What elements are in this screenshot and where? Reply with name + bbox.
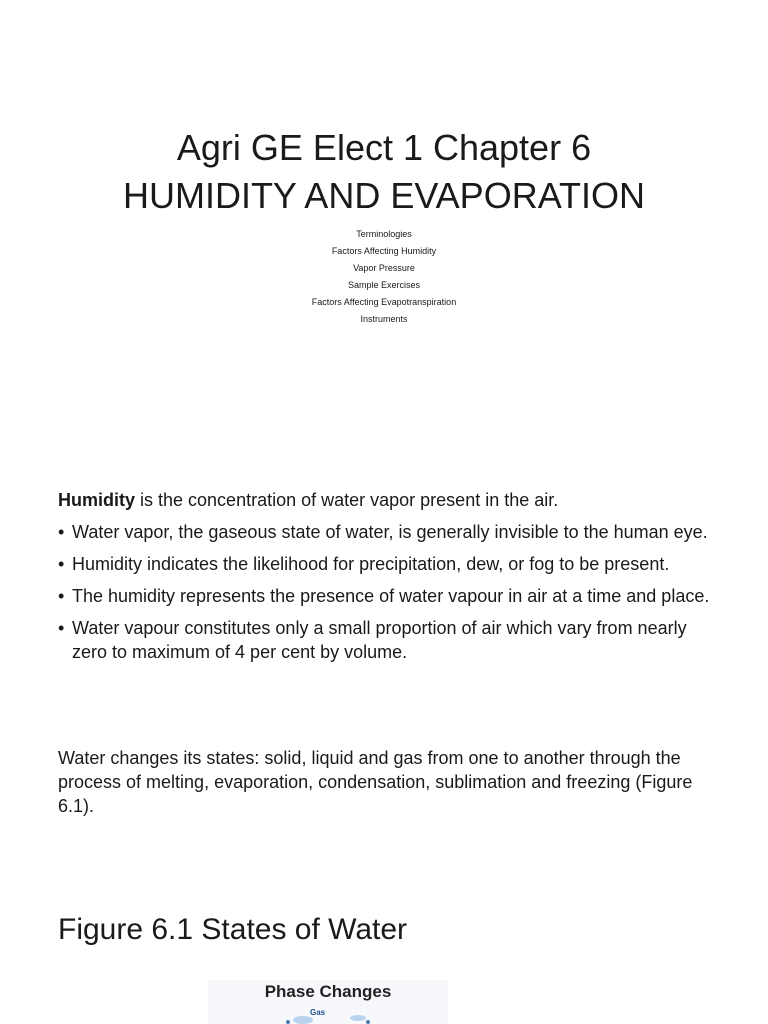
bullet-item	[58, 520, 718, 544]
states-of-water-paragraph: Water changes its states: solid, liquid and gas from one to another through the process of melting, evaporation, condensation, sublimation and freezing (Figure 6.1).	[58, 748, 693, 816]
topic-item: Factors Affecting Evapotranspiration	[311, 297, 457, 307]
topic-item: Instruments	[360, 314, 408, 324]
bullet-dot: •	[58, 586, 65, 606]
phase-gas-label: Gas	[310, 1008, 326, 1017]
slide-title-line-1: Agri GE Elect 1 Chapter 6	[176, 127, 592, 168]
bullet-dot: •	[58, 522, 65, 542]
bullet-text: Humidity indicates the likelihood for precipitation, dew, or fog to be present.	[72, 554, 670, 574]
topic-item: Factors Affecting Humidity	[331, 246, 437, 256]
topics-list	[0, 226, 768, 328]
bullet-dot: •	[58, 554, 65, 574]
topic-item: Vapor Pressure	[353, 263, 415, 273]
definition-term: Humidity	[58, 490, 136, 510]
topic-item: Sample Exercises	[347, 280, 421, 290]
bullet-item	[58, 552, 718, 576]
bullet-item	[58, 584, 718, 608]
slide-title-line-2: HUMIDITY AND EVAPORATION	[122, 175, 646, 216]
topic-item: Terminologies	[356, 229, 412, 239]
bullet-item	[58, 616, 718, 664]
phase-changes-figure	[208, 980, 448, 1024]
humidity-definition	[58, 488, 708, 512]
definition-text: is the concentration of water vapor present in the air.	[135, 490, 559, 510]
bullet-text: Water vapor, the gaseous state of water, is generally invisible to the human eye.	[72, 522, 708, 542]
phase-changes-title: Phase Changes	[264, 982, 392, 1001]
figure-heading: Figure 6.1 States of Water	[58, 913, 408, 946]
bullet-text: The humidity represents the presence of water vapour in air at a time and place.	[72, 586, 710, 606]
humidity-bullets	[58, 520, 718, 672]
bullet-text: Water vapour constitutes only a small proportion of air which vary from nearly zero to maximum of 4 per cent by volume.	[72, 618, 687, 662]
bullet-dot: •	[58, 618, 65, 638]
